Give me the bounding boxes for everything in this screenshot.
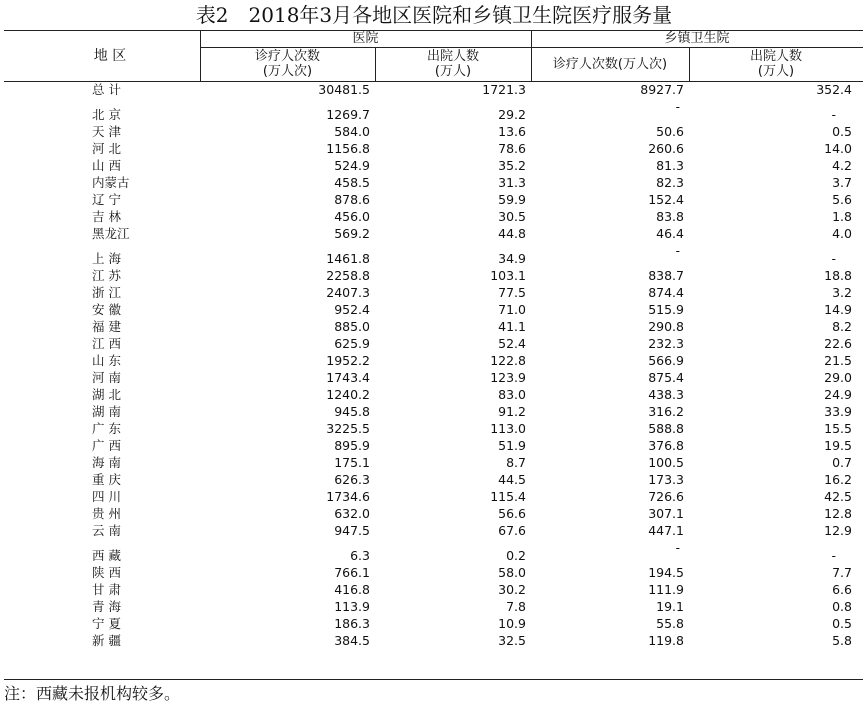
header-hospital-discharged xyxy=(375,49,531,79)
hospital-visits-cell: 1952.2 xyxy=(326,353,370,368)
hospital-discharged-cell: 58.0 xyxy=(498,565,526,580)
table-row xyxy=(0,284,868,301)
table-row xyxy=(0,581,868,598)
hospital-discharged-cell: 123.9 xyxy=(490,370,526,385)
township-visits-cell: 875.4 xyxy=(648,370,684,385)
table-row xyxy=(0,301,868,318)
region-cell: 山 东 xyxy=(92,353,121,368)
township-visits-cell: 46.4 xyxy=(656,226,684,241)
region-cell: 云 南 xyxy=(92,523,121,538)
header-township-discharged-line1: 出院人数 xyxy=(749,49,802,64)
region-cell: 上 海 xyxy=(92,251,121,266)
township-visits-cell: 438.3 xyxy=(648,387,684,402)
header-hospital-discharged-line2: (万人) xyxy=(434,64,472,79)
bottom-rule xyxy=(4,679,863,680)
region-cell: 青 海 xyxy=(92,599,121,614)
township-discharged-cell: 42.5 xyxy=(824,489,852,504)
hospital-visits-cell: 945.8 xyxy=(334,404,370,419)
township-visits-cell: 173.3 xyxy=(648,472,684,487)
township-visits-cell: 260.6 xyxy=(648,141,684,156)
hospital-visits-cell: 632.0 xyxy=(334,506,370,521)
township-visits-cell: 566.9 xyxy=(648,353,684,368)
header-township-discharged xyxy=(689,49,863,79)
table-row xyxy=(0,81,868,98)
region-cell: 江 苏 xyxy=(92,268,121,283)
region-cell: 黑龙江 xyxy=(92,226,130,241)
table-row xyxy=(0,615,868,632)
township-discharged-cell: 4.0 xyxy=(832,226,852,241)
table-title: 表2 2018年3月各地区医院和乡镇卫生院医疗服务量 xyxy=(195,3,673,27)
hospital-visits-cell: 878.6 xyxy=(334,192,370,207)
region-cell: 河 北 xyxy=(92,141,121,156)
township-discharged-cell: 352.4 xyxy=(816,82,852,97)
header-township-discharged-line2: (万人) xyxy=(757,64,795,79)
township-discharged-cell: 7.7 xyxy=(832,565,852,580)
header-township: 乡镇卫生院 xyxy=(664,31,730,46)
table-row xyxy=(0,454,868,471)
hospital-visits-cell: 625.9 xyxy=(334,336,370,351)
hospital-visits-cell: 626.3 xyxy=(334,472,370,487)
township-discharged-cell: 12.8 xyxy=(824,506,852,521)
township-visits-cell: 81.3 xyxy=(656,158,684,173)
region-cell: 内蒙古 xyxy=(92,175,130,190)
region-cell: 海 南 xyxy=(92,455,121,470)
hospital-discharged-cell: 77.5 xyxy=(498,285,526,300)
township-visits-cell: - xyxy=(675,243,680,258)
table-row xyxy=(0,471,868,488)
table-row xyxy=(0,632,868,649)
table-row xyxy=(0,242,868,267)
township-discharged-cell: 3.2 xyxy=(832,285,852,300)
hospital-visits-cell: 1269.7 xyxy=(326,107,370,122)
header-hospital-visits-line2: (万人次) xyxy=(262,64,313,79)
region-cell: 北 京 xyxy=(92,107,121,122)
region-cell: 浙 江 xyxy=(92,285,121,300)
township-discharged-cell: 0.7 xyxy=(832,455,852,470)
hospital-visits-cell: 524.9 xyxy=(334,158,370,173)
region-cell: 江 西 xyxy=(92,336,121,351)
hospital-discharged-cell: 44.5 xyxy=(498,472,526,487)
table-row xyxy=(0,386,868,403)
hospital-discharged-cell: 67.6 xyxy=(498,523,526,538)
township-visits-cell: 838.7 xyxy=(648,268,684,283)
hospital-visits-cell: 113.9 xyxy=(334,599,370,614)
township-discharged-cell: 4.2 xyxy=(832,158,852,173)
footnote: 注：西藏未报机构较多。 xyxy=(4,684,181,703)
hospital-visits-cell: 416.8 xyxy=(334,582,370,597)
table-row xyxy=(0,437,868,454)
hospital-visits-cell: 947.5 xyxy=(334,523,370,538)
table-row xyxy=(0,140,868,157)
region-cell: 福 建 xyxy=(92,319,121,334)
hospital-discharged-cell: 0.2 xyxy=(506,548,526,563)
hospital-discharged-cell: 115.4 xyxy=(490,489,526,504)
region-cell: 贵 州 xyxy=(92,506,121,521)
region-cell: 河 南 xyxy=(92,370,121,385)
township-visits-cell: 874.4 xyxy=(648,285,684,300)
township-discharged-cell: 0.8 xyxy=(832,599,852,614)
hospital-visits-cell: 2258.8 xyxy=(326,268,370,283)
hospital-discharged-cell: 35.2 xyxy=(498,158,526,173)
table-row xyxy=(0,157,868,174)
hospital-visits-cell: 175.1 xyxy=(334,455,370,470)
hospital-visits-cell: 1461.8 xyxy=(326,251,370,266)
table-row xyxy=(0,522,868,539)
township-visits-cell: 447.1 xyxy=(648,523,684,538)
region-cell: 天 津 xyxy=(92,124,121,139)
table-row xyxy=(0,208,868,225)
region-cell: 重 庆 xyxy=(92,472,121,487)
region-cell: 山 西 xyxy=(92,158,121,173)
hospital-visits-cell: 6.3 xyxy=(350,548,370,563)
table-row xyxy=(0,191,868,208)
hospital-visits-cell: 766.1 xyxy=(334,565,370,580)
township-discharged-cell: 21.5 xyxy=(824,353,852,368)
hospital-visits-cell: 1156.8 xyxy=(326,141,370,156)
hospital-discharged-cell: 1721.3 xyxy=(482,82,526,97)
township-discharged-cell: 24.9 xyxy=(824,387,852,402)
township-visits-cell: 8927.7 xyxy=(640,82,684,97)
township-visits-cell: 19.1 xyxy=(656,599,684,614)
table-row xyxy=(0,369,868,386)
township-visits-cell: - xyxy=(675,540,680,555)
header-hospital-visits xyxy=(200,49,375,79)
region-cell: 安 徽 xyxy=(92,302,121,317)
table-row xyxy=(0,505,868,522)
hospital-visits-cell: 569.2 xyxy=(334,226,370,241)
township-discharged-cell: 5.6 xyxy=(832,192,852,207)
township-visits-cell: 55.8 xyxy=(656,616,684,631)
region-cell: 陕 西 xyxy=(92,565,121,580)
township-discharged-cell: 18.8 xyxy=(824,268,852,283)
hospital-discharged-cell: 10.9 xyxy=(498,616,526,631)
region-cell: 广 西 xyxy=(92,438,121,453)
hospital-discharged-cell: 7.8 xyxy=(506,599,526,614)
hospital-discharged-cell: 122.8 xyxy=(490,353,526,368)
hospital-visits-cell: 2407.3 xyxy=(326,285,370,300)
hospital-discharged-cell: 56.6 xyxy=(498,506,526,521)
region-cell: 广 东 xyxy=(92,421,121,436)
hospital-visits-cell: 3225.5 xyxy=(326,421,370,436)
township-visits-cell: 100.5 xyxy=(648,455,684,470)
hospital-discharged-cell: 44.8 xyxy=(498,226,526,241)
header-hospital-discharged-line1: 出院人数 xyxy=(426,49,479,64)
header-hospital-visits-line1: 诊疗人次数 xyxy=(254,49,320,64)
township-visits-cell: 82.3 xyxy=(656,175,684,190)
region-cell: 四 川 xyxy=(92,489,121,504)
table-row xyxy=(0,488,868,505)
township-discharged-cell: - xyxy=(831,251,836,266)
township-visits-cell: 83.8 xyxy=(656,209,684,224)
hospital-discharged-cell: 41.1 xyxy=(498,319,526,334)
township-visits-cell: 316.2 xyxy=(648,404,684,419)
region-cell: 吉 林 xyxy=(92,209,121,224)
township-visits-cell: 588.8 xyxy=(648,421,684,436)
hospital-visits-cell: 456.0 xyxy=(334,209,370,224)
township-discharged-cell: 19.5 xyxy=(824,438,852,453)
table-row xyxy=(0,564,868,581)
township-discharged-cell: 0.5 xyxy=(832,616,852,631)
hospital-discharged-cell: 32.5 xyxy=(498,633,526,648)
region-cell: 宁 夏 xyxy=(92,616,121,631)
hospital-discharged-cell: 8.7 xyxy=(506,455,526,470)
hospital-visits-cell: 1240.2 xyxy=(326,387,370,402)
hospital-visits-cell: 584.0 xyxy=(334,124,370,139)
hospital-discharged-cell: 78.6 xyxy=(498,141,526,156)
table-row xyxy=(0,539,868,564)
township-discharged-cell: 3.7 xyxy=(832,175,852,190)
table-row xyxy=(0,123,868,140)
hospital-discharged-cell: 30.5 xyxy=(498,209,526,224)
table-row xyxy=(0,598,868,615)
township-visits-cell: 119.8 xyxy=(648,633,684,648)
region-cell: 辽 宁 xyxy=(92,192,121,207)
hospital-visits-cell: 952.4 xyxy=(334,302,370,317)
hospital-visits-cell: 895.9 xyxy=(334,438,370,453)
township-discharged-cell: - xyxy=(831,107,836,122)
region-cell: 甘 肃 xyxy=(92,582,121,597)
hospital-visits-cell: 1734.6 xyxy=(326,489,370,504)
header-township-visits: 诊疗人次数(万人次) xyxy=(552,57,668,72)
table-row xyxy=(0,267,868,284)
region-cell: 湖 南 xyxy=(92,404,121,419)
table-row xyxy=(0,420,868,437)
region-cell: 总 计 xyxy=(92,82,121,97)
table-row xyxy=(0,225,868,242)
township-discharged-cell: 15.5 xyxy=(824,421,852,436)
region-cell: 新 疆 xyxy=(92,633,121,648)
township-discharged-cell: 33.9 xyxy=(824,404,852,419)
table-row xyxy=(0,174,868,191)
township-discharged-cell: 8.2 xyxy=(832,319,852,334)
hospital-discharged-cell: 29.2 xyxy=(498,107,526,122)
hospital-visits-cell: 458.5 xyxy=(334,175,370,190)
township-discharged-cell: 16.2 xyxy=(824,472,852,487)
hospital-visits-cell: 186.3 xyxy=(334,616,370,631)
township-visits-cell: 111.9 xyxy=(648,582,684,597)
township-visits-cell: - xyxy=(675,99,680,114)
township-discharged-cell: 12.9 xyxy=(824,523,852,538)
hospital-visits-cell: 885.0 xyxy=(334,319,370,334)
region-cell: 湖 北 xyxy=(92,387,121,402)
hospital-discharged-cell: 59.9 xyxy=(498,192,526,207)
township-discharged-cell: 6.6 xyxy=(832,582,852,597)
table-row xyxy=(0,318,868,335)
header-region: 地 区 xyxy=(93,48,127,64)
township-visits-cell: 376.8 xyxy=(648,438,684,453)
hospital-discharged-cell: 34.9 xyxy=(498,251,526,266)
hospital-discharged-cell: 83.0 xyxy=(498,387,526,402)
hospital-discharged-cell: 51.9 xyxy=(498,438,526,453)
township-visits-cell: 232.3 xyxy=(648,336,684,351)
township-discharged-cell: 29.0 xyxy=(824,370,852,385)
township-visits-cell: 194.5 xyxy=(648,565,684,580)
hospital-discharged-cell: 91.2 xyxy=(498,404,526,419)
township-discharged-cell: 0.5 xyxy=(832,124,852,139)
hospital-visits-cell: 30481.5 xyxy=(318,82,370,97)
hospital-discharged-cell: 71.0 xyxy=(498,302,526,317)
township-visits-cell: 290.8 xyxy=(648,319,684,334)
hospital-discharged-cell: 30.2 xyxy=(498,582,526,597)
township-discharged-cell: 1.8 xyxy=(832,209,852,224)
township-visits-cell: 515.9 xyxy=(648,302,684,317)
hospital-discharged-cell: 13.6 xyxy=(498,124,526,139)
hospital-discharged-cell: 113.0 xyxy=(490,421,526,436)
township-discharged-cell: 14.0 xyxy=(824,141,852,156)
hospital-visits-cell: 384.5 xyxy=(334,633,370,648)
table-row xyxy=(0,403,868,420)
township-visits-cell: 726.6 xyxy=(648,489,684,504)
table-row xyxy=(0,352,868,369)
township-discharged-cell: 5.8 xyxy=(832,633,852,648)
township-discharged-cell: - xyxy=(831,548,836,563)
township-visits-cell: 307.1 xyxy=(648,506,684,521)
hospital-discharged-cell: 103.1 xyxy=(490,268,526,283)
hospital-visits-cell: 1743.4 xyxy=(326,370,370,385)
table-row xyxy=(0,98,868,123)
township-visits-cell: 50.6 xyxy=(656,124,684,139)
region-cell: 西 藏 xyxy=(92,548,121,563)
hospital-discharged-cell: 31.3 xyxy=(498,175,526,190)
table-row xyxy=(0,335,868,352)
header-hospital: 医院 xyxy=(352,31,379,46)
hospital-discharged-cell: 52.4 xyxy=(498,336,526,351)
township-discharged-cell: 14.9 xyxy=(824,302,852,317)
township-discharged-cell: 22.6 xyxy=(824,336,852,351)
township-visits-cell: 152.4 xyxy=(648,192,684,207)
